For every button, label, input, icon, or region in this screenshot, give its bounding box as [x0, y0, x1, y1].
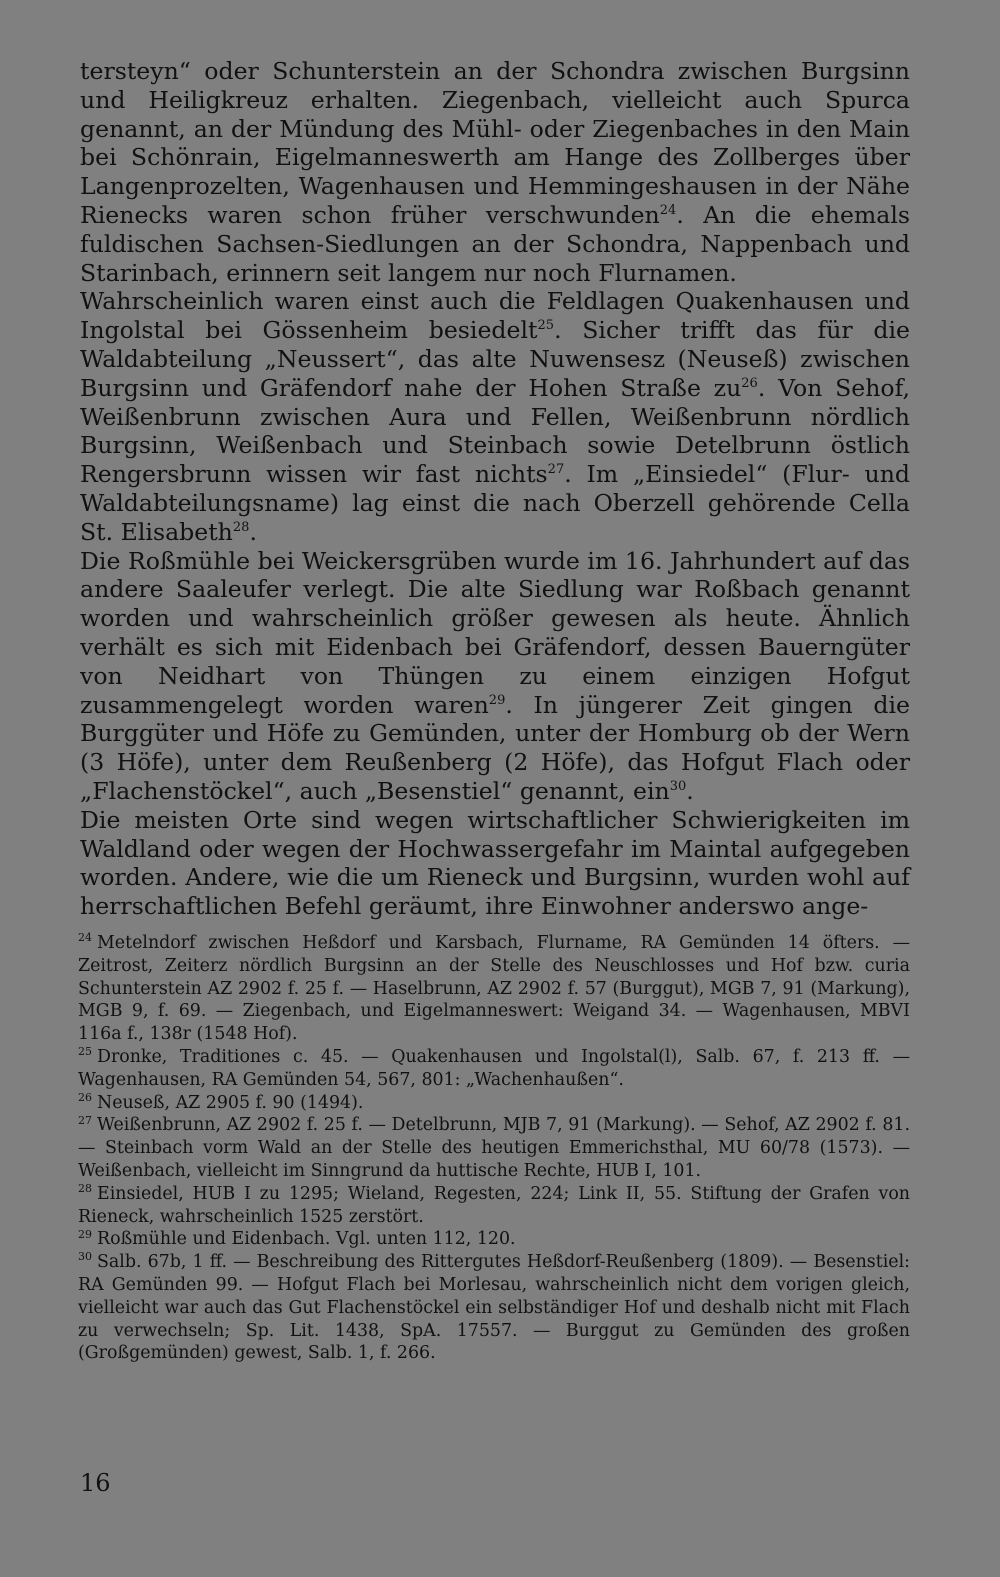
paragraph: [80, 57, 910, 287]
text-segment: . In jüngerer Zeit gingen die Burggüter und Höfe zu Gemünden, unter der Homburg ob der Wern (3 Höfe), unter dem Reußenberg (2 Höfe), das Hofgut Flach oder „Flachenstöckel“, auch „Besenstiel“ genannt, ein: [80, 690, 910, 805]
text-segment: Die Roßmühle bei Weickersgrüben wurde im 16. Jahrhundert auf das andere Saaleufer verlegt. Die alte Siedlung war Roßbach genannt worden und wahrscheinlich größer gewesen als heute. Ähnlich verhält es sich mit Eidenbach bei Gräfendorf, dessen Bauerngüter von Neidhart von Thüngen zu einem einzigen Hofgut zusammengelegt worden waren: [80, 546, 910, 719]
footnote-reference: 26: [741, 375, 758, 391]
footnote-reference: 27: [547, 462, 565, 478]
footnote-reference: 28: [232, 519, 250, 535]
text-segment: . Sicher trifft das für die Waldabteilung „Neussert“, das alte Nuwensesz (Neuseß) zwischen Burgsinn und Gräfendorf nahe der Hohen Straße zu: [80, 316, 910, 402]
page-number: 16: [80, 1469, 111, 1497]
footnote-number: 24: [78, 931, 92, 945]
text-segment: . Von Sehof, Weißenbrunn zwischen Aura und Fellen, Weißenbrunn nördlich Burgsinn, Weißenbach und Steinbach sowie Detelbrunn östlich Rengersbrunn wissen wir fast nichts: [80, 373, 910, 489]
footnote-number: 25: [78, 1045, 92, 1059]
footnote: [78, 1251, 910, 1365]
text-segment: Die meisten Orte sind wegen wirtschaftlicher Schwierigkeiten im Waldland oder wegen der Hochwassergefahr im Maintal aufgegeben worden. Andere, wie die um Rieneck und Burgsinn, wurden wohl auf herrschaftlichen Befehl geräumt, ihre Einwohner anderswo ange-: [80, 805, 910, 921]
footnote-number: 30: [78, 1250, 92, 1264]
footnotes: [78, 932, 910, 1365]
paragraph: [80, 547, 910, 806]
footnote-reference: 30: [669, 779, 687, 795]
footnote-number: 28: [78, 1181, 92, 1195]
footnote: [78, 1228, 910, 1251]
text-segment: .: [249, 517, 257, 546]
footnote-text: Metelndorf zwischen Heßdorf und Karsbach, Flurname, RA Gemünden 14 öfters. — Zeitrost, Zeiterz nördlich Burgsinn an der Stelle des Neuschlosses und Hof bzw. curia Schunterstein AZ 2902 f. 25 f. — Haselbrunn, AZ 2902 f. 57 (Burggut), MGB 7, 91 (Markung), MGB 9, f. 69. — Ziegenbach, und Eigelmanneswert: Weigand 34. — Wagenhausen, MBVI 116a f., 138r (1548 Hof).: [78, 933, 910, 1045]
footnote-text: Einsiedel, HUB I zu 1295; Wieland, Regesten, 224; Link II, 55. Stiftung der Grafen von Rieneck, wahrscheinlich 1525 zerstört.: [78, 1183, 910, 1227]
footnote-reference: 24: [659, 203, 677, 219]
text-segment: Wahrscheinlich waren einst auch die Feldlagen Quakenhausen und Ingolstal bei Gössenheim besiedelt: [80, 287, 910, 345]
footnote: [78, 1114, 910, 1182]
footnote-number: 29: [78, 1227, 92, 1241]
footnote-number: 27: [78, 1113, 92, 1127]
main-text: [80, 57, 910, 921]
footnote-reference: 25: [537, 318, 555, 334]
text-segment: . An die ehemals fuldischen Sachsen-Siedlungen an der Schondra, Nappenbach und Starinbach, erinnern seit langem nur noch Flurnamen.: [80, 200, 911, 287]
footnote-text: Salb. 67b, 1 ff. — Beschreibung des Rittergutes Heßdorf-Reußenberg (1809). — Besenstiel: RA Gemünden 99. — Hofgut Flach bei Morlesau, wahrscheinlich nicht dem vorigen gleich, vielleicht war auch das Gut Flachenstöckel ein selbständiger Hof und deshalb nicht mit Flach zu verwechseln; Sp. Lit. 1438, SpA. 17557. — Burggut zu Gemünden des großen (Großgemünden) gewest, Salb. 1, f. 266.: [78, 1252, 910, 1364]
footnote: [78, 1183, 910, 1229]
footnote: [78, 932, 910, 1046]
text-segment: . Im „Einsiedel“ (Flur- und Waldabteilungsname) lag einst die nach Oberzell gehörende Cella St. Elisabeth: [80, 460, 911, 546]
text-segment: tersteyn“ oder Schunterstein an der Schondra zwischen Burgsinn und Heiligkreuz erhalten. Ziegenbach, vielleicht auch Spurca genannt, an der Mündung des Mühl- oder Ziegenbaches in den Main bei Schönrain, Eigelmanneswerth am Hange des Zollberges über Langenprozelten, Wagenhausen und Hemmingeshausen in der Nähe Rienecks waren schon früher verschwunden: [80, 57, 910, 229]
footnote-text: Roßmühle und Eidenbach. Vgl. unten 112, 120.: [97, 1229, 516, 1250]
paragraph: [80, 287, 910, 546]
footnote-text: Dronke, Traditiones c. 45. — Quakenhausen und Ingolstal(l), Salb. 67, f. 213 ff. — Wagenhausen, RA Gemünden 54, 567, 801: „Wachenhaußen“.: [78, 1046, 910, 1090]
footnote-text: Weißenbrunn, AZ 2902 f. 25 f. — Detelbrunn, MJB 7, 91 (Markung). — Sehof, AZ 2902 f. 81. — Steinbach vorm Wald an der Stelle des heutigen Emmerichsthal, MU 60/78 (1573). — Weißenbach, vielleicht im Sinngrund da huttische Rechte, HUB I, 101.: [78, 1115, 910, 1181]
footnote-number: 26: [78, 1090, 92, 1104]
footnote: [78, 1092, 910, 1115]
paragraph: [80, 806, 910, 921]
text-segment: .: [686, 776, 694, 805]
footnote: [78, 1046, 910, 1092]
footnote-text: Neuseß, AZ 2905 f. 90 (1494).: [97, 1092, 364, 1113]
footnote-reference: 29: [488, 692, 506, 708]
